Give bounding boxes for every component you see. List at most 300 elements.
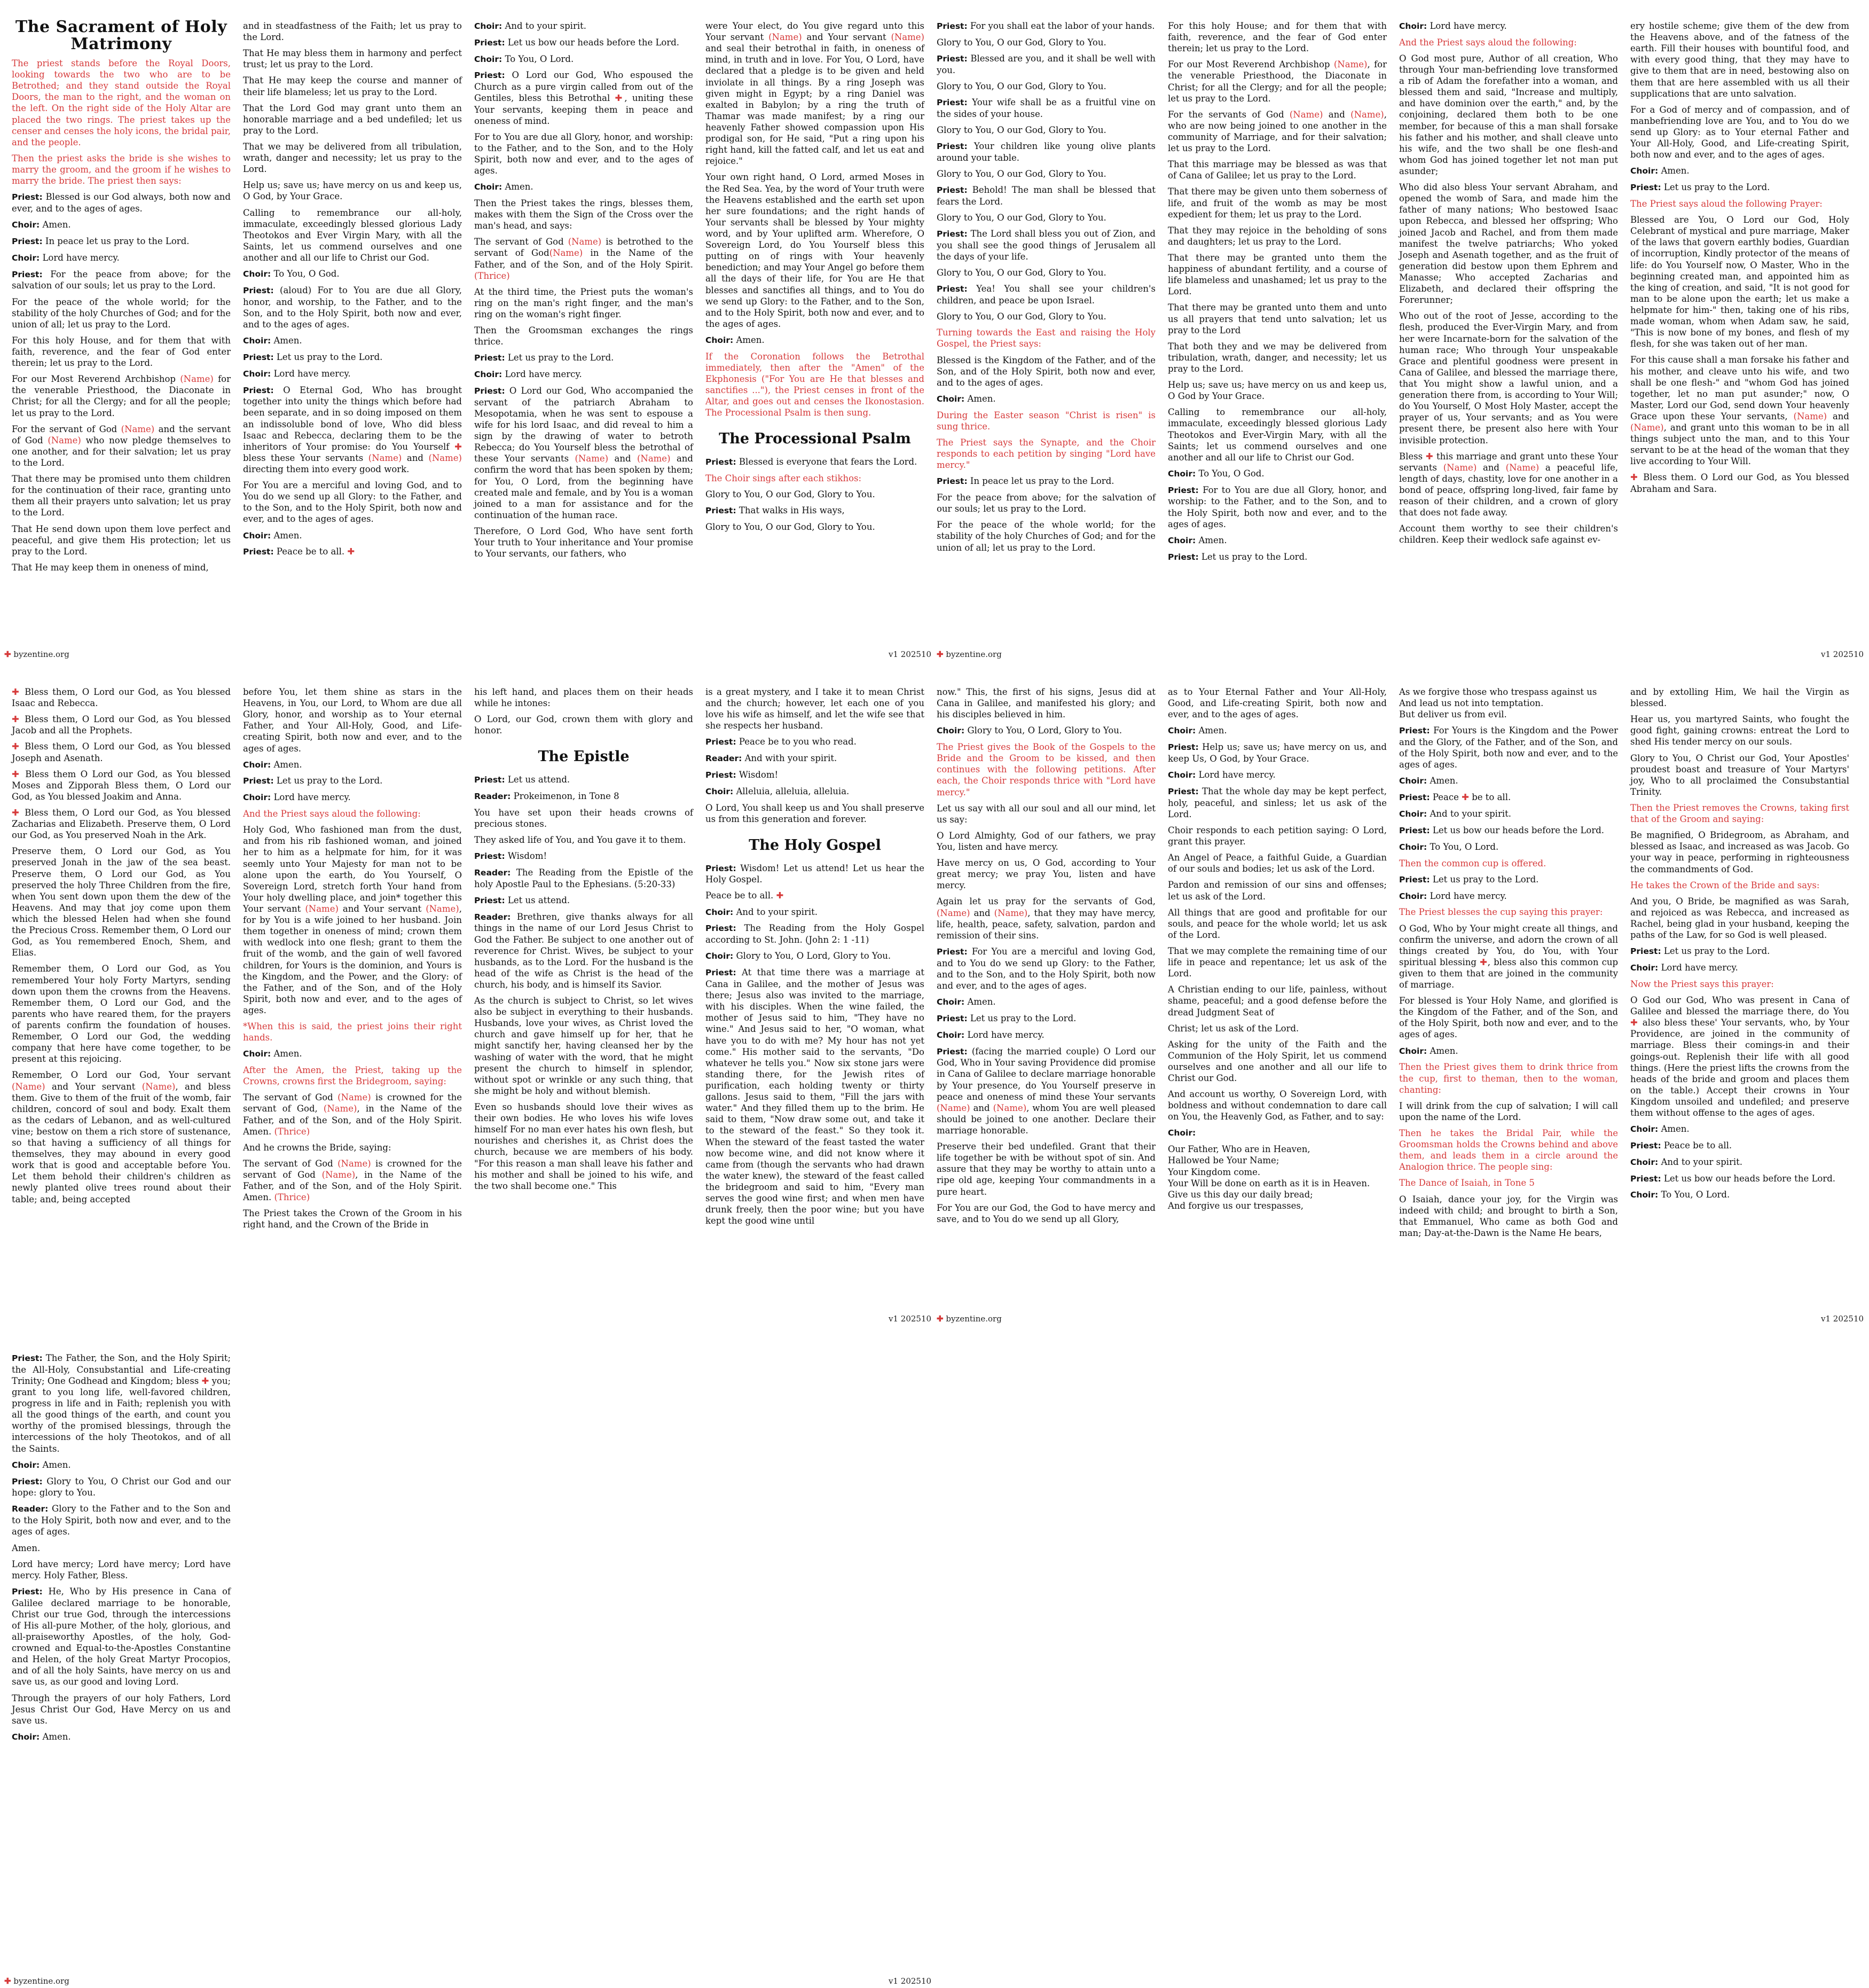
paragraph-text: Your wife shall be as a fruitful vine on the sides of your house. <box>937 97 1156 119</box>
paragraph-text: An Angel of Peace, a faithful Guide, a Guardian of our souls and bodies; let us ask of the Lord. <box>1168 852 1387 874</box>
paragraph <box>937 311 1156 322</box>
paragraph-text: To You, O Lord. <box>505 53 574 64</box>
paragraph-text: Then he takes the Bridal Pair, while the Groomsman holds the Crowns behind and above them, and leads them in a circle around the Analogion thrice. The people sing: <box>1399 1128 1618 1172</box>
paragraph <box>12 1352 231 1454</box>
paragraph <box>1399 182 1618 306</box>
paragraph-text: That the whole day may be kept perfect, holy, peaceful, and sinless; let us ask of the Lord. <box>1168 786 1387 819</box>
paragraph <box>937 124 1156 136</box>
paragraph <box>705 802 924 825</box>
paragraph <box>1630 20 1849 99</box>
paragraph <box>474 37 693 49</box>
paragraph-text: To You, O Lord. <box>1661 1189 1730 1200</box>
paragraph <box>1168 984 1387 1018</box>
paragraph-text: Blessed are You, O Lord our God, Holy Celebrant of mystical and pure marriage, Maker of the laws that govern earthly bodies, Guardian of incorruption, Kindly protector of the means of life: do You Yourself now, O Master, Who in the beginning created man, and appointed him as the king of creation, and said, "It is not good for man to be alone upon the earth; let us make a helpmate for him-" then, taking one of his ribs, made woman, whom when Adam saw, he said, "This is now bone of my bones, and flesh of my flesh, for she was taken out of her man. <box>1630 215 1849 349</box>
paragraph-text: For this holy House; and for them that with faith, reverence, and the fear of God enter therein; let us pray to the Lord. <box>1168 21 1387 54</box>
paragraph <box>1168 225 1387 247</box>
paragraph <box>937 327 1156 349</box>
paragraph <box>243 530 462 542</box>
speaker-label: Reader: <box>474 867 511 878</box>
text-block <box>705 863 924 1227</box>
paragraph <box>474 834 693 846</box>
paragraph-text: Asking for the unity of the Faith and the Communion of the Holy Spirit, let us commend ourselves and one another and all our life to Christ our God. <box>1168 1039 1387 1084</box>
paragraph-text: Amen. <box>273 759 302 770</box>
paragraph <box>1630 1140 1849 1152</box>
paragraph-text: Glory to You, O our God, Glory to You. <box>937 124 1106 135</box>
paragraph-text: Then the common cup is offered. <box>1399 858 1546 868</box>
paragraph-text: That walks in His ways, <box>739 505 845 516</box>
paragraph-text: Glory to You, O our God, Glory to You. <box>937 168 1106 179</box>
paragraph <box>1630 753 1849 797</box>
paragraph-text: The Father, the Son, and the Holy Spirit; the All-Holy, Consubstantial and Life-creating Trinity; One Godhead and Kingdom; bless ✚ you; grant to you long life, well-favored children, progress in life and in Faith; replenish you with all the good things of the earth, and count you worthy of the promised blessings, through the intercessions of the holy Theotokos, and of all the Saints. <box>12 1353 231 1454</box>
paragraph <box>937 228 1156 262</box>
paragraph <box>12 1693 231 1726</box>
footer-site <box>4 1976 69 1986</box>
paragraph-text: Be magnified, O Bridegroom, as Abraham, and blessed as Isaac, and increased as was Jacob. Go your way in peace, performing in righteousness the commandments of God. <box>1630 830 1850 874</box>
paragraph <box>937 212 1156 223</box>
paragraph-text: Your children like young olive plants around your table. <box>937 141 1156 163</box>
paragraph-text: O God, Who by Your might create all things, and confirm the universe, and adorn the crown of all things created by You, do You, with Your spiritual blessing ✚, bless also this common cup given to them that are joined in the community of marriage. <box>1399 923 1619 990</box>
paragraph-text: To You, O God. <box>273 269 340 279</box>
paragraph <box>474 53 693 65</box>
text-block <box>1399 725 1618 1239</box>
paragraph <box>705 786 924 797</box>
paragraph <box>705 890 924 901</box>
paragraph <box>937 267 1156 278</box>
paragraph <box>12 1559 231 1581</box>
paragraph-text: ✚ Bless them, O Lord our God, as You blessed Isaac and Rebecca. <box>12 687 231 709</box>
paragraph-text: Peace be to all. <box>1663 1140 1732 1150</box>
paragraph-text: Amen. <box>273 1048 302 1059</box>
paragraph-text: That both they and we may be delivered from tribulation, wrath, danger, and necessity; let us pray to the Lord. <box>1168 341 1387 374</box>
paragraph-text: Let us attend. <box>507 774 570 785</box>
paragraph-text: Blessed is our God always, both now and ever, and to the ages of ages. <box>12 192 231 214</box>
paragraph <box>1630 354 1849 467</box>
speaker-label: Choir: <box>243 1049 271 1059</box>
speaker-label: Priest: <box>1399 874 1430 885</box>
paragraph-text: After the Amen, the Priest, taking up the Crowns, crowns first the Bridegroom, saying: <box>243 1065 462 1087</box>
paragraph-text: The Reading from the Epistle of the holy Apostle Paul to the Ephesians. (5:20-33) <box>474 867 693 889</box>
paragraph <box>243 1208 462 1230</box>
paragraph <box>1168 741 1387 764</box>
speaker-label: Reader: <box>474 912 511 922</box>
paragraph <box>474 69 693 126</box>
paragraph <box>937 725 1156 737</box>
paragraph-text: Then the Priest takes the rings, blesses them, makes with them the Sign of the Cross over the man's head, and says: <box>474 198 693 231</box>
paragraph-text: For Yours is the Kingdom and the Power and the Glory, of the Father, and of the Son, and of the Holy Spirit, both now and ever, and to the ages of ages. <box>1399 725 1618 770</box>
speaker-label: Priest: <box>937 97 968 107</box>
paragraph-text: That there may be given unto them soberness of life, and fruit of the womb as may be most expedient for them; let us pray to the Lord. <box>1168 186 1387 220</box>
speaker-label: Priest: <box>474 71 505 81</box>
paragraph <box>1399 1061 1618 1095</box>
paragraph-text: Blessed are you, and it shall be well with you. <box>937 53 1156 75</box>
speaker-label: Priest: <box>12 1586 43 1596</box>
paragraph-text: For blessed is Your Holy Name, and glorified is the Kingdom of the Father, and of the Son, and of the Holy Spirit, both now and ever, and to the ages of ages. <box>1399 996 1618 1040</box>
paragraph-text: Brethren, give thanks always for all things in the name of our Lord Jesus Christ to God the Father. Be subject to one another out of reverence for Christ. Wives, be subject to your husbands, as to the Lord. For the husband is the head of the wife as Christ is the head of the church, his body, and is himself its Savior. <box>474 911 693 990</box>
paragraph-text: To You, O God. <box>1198 468 1265 479</box>
paragraph <box>12 269 231 292</box>
paragraph-text: Amen. <box>967 997 996 1007</box>
speaker-label: Priest: <box>474 37 505 48</box>
page1-col8 <box>1630 20 1849 499</box>
paragraph-text: ✚ Bless them, O Lord our God, as You blessed Joseph and Asenath. <box>12 741 231 763</box>
speaker-label: Choir: <box>12 1732 40 1742</box>
paragraph <box>937 1202 1156 1225</box>
paragraph-text: Alleluia, alleluia, alleluia. <box>736 786 850 796</box>
paragraph-text: That He may bless them in harmony and perfect trust; let us pray to the Lord. <box>243 48 462 70</box>
prayer-line: Hallowed be Your Name; <box>1168 1155 1279 1166</box>
text-block <box>705 20 924 418</box>
paragraph-text: Glory to You, O our God, Glory to You. <box>937 81 1106 91</box>
paragraph-text: ery hostile scheme; give them of the dew from the Heavens above, and of the fatness of the earth. Fill their houses with bountiful food, and with every good thing, that they may have to give to them that are in need, bestowing also on them that are here assembled with us all their supplications that are unto salvation. <box>1630 21 1849 99</box>
speaker-label: Choir: <box>474 54 502 64</box>
paragraph <box>474 352 693 364</box>
speaker-label: Priest: <box>474 851 505 861</box>
paragraph-text: Remember, O Lord our God, Your servant (Name) and Your servant (Name), and bless them. Give to them of the fruit of the womb, fair children, concord of soul and body. Exalt them as the cedars of Lebanon, and as well-cultured vine; bestow on them a rich store of sustenance, so that having a sufficiency of all things for themselves, they may abound in every good work that is good and acceptable before You. Let them behold their children's children as newly planted olive trees round about their table; and, being accepted <box>12 1070 231 1204</box>
footer-version: v1 202510 <box>1821 649 1864 659</box>
paragraph-text: ✚ Bless them, O Lord our God, as You blessed Jacob and all the Prophets. <box>12 714 231 736</box>
paragraph-text: as to Your Eternal Father and Your All-Holy, Good, and Life-creating Spirit, both now and ever, and to the ages of ages. <box>1168 687 1387 720</box>
paragraph <box>474 774 693 786</box>
paragraph <box>474 286 693 320</box>
paragraph-text: And to your spirit. <box>736 906 818 917</box>
paragraph <box>1399 310 1618 445</box>
text-block <box>474 686 693 736</box>
paragraph <box>474 790 693 802</box>
paragraph <box>243 285 462 330</box>
speaker-label: Priest: <box>243 285 274 295</box>
paragraph-text: Amen. <box>42 1459 71 1470</box>
paragraph-text: That the Lord God may grant unto them an honorable marriage and a bed undefiled; let us pray to the Lord. <box>243 103 462 136</box>
paragraph-text: O Lord, our God, crown them with glory and honor. <box>474 714 693 736</box>
paragraph-text: Let us bow our heads before the Lord. <box>1432 825 1605 835</box>
footer-version: v1 202510 <box>889 1976 932 1986</box>
paragraph-text: At the third time, the Priest puts the woman's ring on the man's right finger, and the man's ring on the woman's right finger. <box>474 286 693 319</box>
page1-col3 <box>474 20 693 564</box>
paragraph-text: Lord have mercy. <box>42 252 120 263</box>
paragraph-text: Wisdom! Let us attend! Let us hear the Holy Gospel. <box>705 863 924 885</box>
paragraph-text: (facing the married couple) O Lord our God, Who in Your saving Providence did promise in Cana of Galilee to declare marriage honorable by Your presence, do You Yourself preserve in peace and oneness of mind these Your servants (Name) and (Name), whom You are well pleased should be joined to one another. Declare their marriage honorable. <box>937 1046 1156 1136</box>
page2-col4 <box>705 686 924 1231</box>
paragraph <box>937 140 1156 163</box>
paragraph-text: All things that are good and profitable for our souls, and peace for the whole world; let us ask of the Lord. <box>1168 907 1387 940</box>
paragraph-text: O God most pure, Author of all creation, Who through Your man-befriending love transformed a rib of Adam the forefather into a woman, and blessed them and said, "Increase and multiply, and have dominion over the earth," and, by the conjoining, declared them both to be one member, for because of this a man shall forsake his father and his mother, and shall cleave unto his wife, and the two shall be one flesh-and whom God has joined together let not man put asunder; <box>1399 53 1618 177</box>
paragraph <box>1168 1039 1387 1084</box>
paragraph <box>1630 1123 1849 1135</box>
section-heading: The Holy Gospel <box>749 836 881 854</box>
paragraph <box>937 896 1156 941</box>
paragraph-text: And to your spirit. <box>1661 1156 1742 1167</box>
paragraph-text: Therefore, O Lord God, Who have sent forth Your truth to Your inheritance and Your promise to Your servants, our fathers, who <box>474 526 693 559</box>
paragraph-text: They asked life of You, and You gave it to them. <box>474 834 686 845</box>
footer-site <box>937 1314 1002 1324</box>
speaker-label: Priest: <box>937 229 968 239</box>
paragraph-text: The Lord shall bless you out of Zion, and you shall see the good things of Jerusalem all the days of your life. <box>937 229 1156 262</box>
paragraph <box>1168 406 1387 463</box>
page1-col5 <box>937 20 1156 558</box>
paragraph <box>243 385 462 475</box>
paragraph-text: Let us pray to the Lord. <box>970 1013 1077 1023</box>
speaker-label: Priest: <box>937 476 968 487</box>
paragraph-text: That we may complete the remaining time of our life in peace and repentance; let us ask of the Lord. <box>1168 945 1387 979</box>
paragraph-text: That He send down upon them love perfect and peaceful, and give them His protection; let us pray to the Lord. <box>12 523 231 557</box>
speaker-label: Choir: <box>937 1030 965 1040</box>
paragraph-text: For this cause shall a man forsake his father and his mother, and cleave unto his wife, and two shall be one flesh-" and "whom God has joined together, let no man put asunder;" now, O Master, Lord our God, send down Your heavenly Grace upon these Your servants, (Name) and (Name), and grant unto this woman to be in all things subject unto the man, and to this Your servant to be at the head of the woman that they live according to Your Will. <box>1630 355 1849 467</box>
paragraph-text: For to You are due all Glory, honor, and worship: to the Father, and to the Son, and to the Holy Spirit, both now and ever, and to the ages of ages. <box>1168 484 1387 529</box>
paragraph-text: Glory to You, O our God, Glory to You. <box>937 311 1106 322</box>
paragraph <box>937 283 1156 306</box>
speaker-label: Choir: <box>1399 1046 1427 1056</box>
paragraph <box>705 686 924 731</box>
footer-site-label: byzentine.org <box>13 649 69 659</box>
paragraph-text: Glory to You, O Christ our God and our hope: glory to You. <box>12 1476 231 1498</box>
speaker-label: Priest: <box>243 547 274 557</box>
paragraph-text: A Christian ending to our life, painless, without shame, peaceful; and a good defense before the dread Judgment Seat of <box>1168 984 1387 1018</box>
paragraph <box>1399 53 1618 177</box>
speaker-label: Priest: <box>937 53 968 64</box>
paragraph <box>243 207 462 264</box>
paragraph-text: That there may be promised unto them children for the continuation of their race, granting unto them all their prayers unto salvation; let us pray to the Lord. <box>12 474 231 518</box>
paragraph <box>12 1476 231 1499</box>
paragraph <box>1630 182 1849 193</box>
footer-site <box>4 649 69 659</box>
paragraph <box>243 351 462 363</box>
paragraph <box>12 296 231 330</box>
prayer-line: Your Kingdom come. <box>1168 1167 1261 1177</box>
paragraph <box>1399 808 1618 820</box>
speaker-label: Priest: <box>1630 1140 1661 1150</box>
paragraph <box>705 171 924 330</box>
speaker-label: Choir: <box>243 369 271 379</box>
speaker-label: Priest: <box>243 352 274 362</box>
speaker-label: Choir: <box>1630 1124 1659 1134</box>
section-heading: The Processional Psalm <box>719 431 911 448</box>
paragraph-text: Lord have mercy. <box>273 792 351 803</box>
paragraph <box>937 857 1156 891</box>
footer-site <box>937 649 1002 659</box>
speaker-label: Choir: <box>12 253 40 263</box>
paragraph <box>474 369 693 380</box>
paragraph-text: Amen. <box>1430 1045 1458 1056</box>
paragraph <box>474 995 693 1097</box>
paragraph <box>937 184 1156 207</box>
cross-icon: ✚ <box>4 649 11 659</box>
paragraph <box>1168 535 1387 546</box>
paragraph-text: That we may be delivered from all tribulation, wrath, danger and necessity; let us pray to the Lord. <box>243 141 462 175</box>
paragraph <box>1399 858 1618 869</box>
paragraph <box>474 131 693 176</box>
paragraph-text: Holy God, Who fashioned man from the dust, and from his rib fashioned woman, and joined her to him as a helpmate for him, for it was seemly unto Your Majesty for man not to be alone upon the earth, do You Yourself, O Sovereign Lord, stretch forth Your hand from Your holy dwelling place, and join* together this Your servant (Name) and Your servant (Name), for by You is a wife joined to her husband. Join them together in oneness of mind; crown them with wedlock into one flesh; grant to them the fruit of the womb, and the gain of well favored children, for Yours is the dominion, and Yours is the Kingdom, and the Power, and the Glory: of the Father, and of the Son, and of the Holy Spirit, both now and ever, and to the ages of ages. <box>243 825 462 1015</box>
paragraph-text: Lord have mercy. <box>967 1029 1045 1040</box>
paragraph-text: Blessed is everyone that fears the Lord. <box>739 456 917 467</box>
paragraph-text: Behold! The man shall be blessed that fears the Lord. <box>937 185 1156 207</box>
paragraph <box>243 546 462 558</box>
paragraph <box>937 168 1156 179</box>
paragraph <box>243 775 462 787</box>
paragraph-text: That they may rejoice in the beholding of sons and daughters; let us pray to the Lord. <box>1168 225 1387 247</box>
page2-col7 <box>1399 686 1618 1243</box>
paragraph <box>12 846 231 958</box>
paragraph <box>474 20 693 32</box>
paragraph-text: Let us pray to the Lord. <box>1432 874 1539 885</box>
paragraph <box>12 562 231 573</box>
paragraph <box>1168 1023 1387 1034</box>
paragraph-text: You have set upon their heads crowns of precious stones. <box>474 807 693 829</box>
page1-col6 <box>1168 20 1387 567</box>
paragraph-text: Let us pray to the Lord. <box>1663 946 1770 957</box>
paragraph <box>12 686 231 709</box>
paragraph-text: Amen. <box>736 334 765 345</box>
paragraph-text: And the Priest says aloud the following: <box>243 809 421 819</box>
paragraph <box>243 335 462 347</box>
paragraph <box>12 373 231 418</box>
paragraph-text: Lord have mercy; Lord have mercy; Lord have mercy. Holy Father, Bless. <box>12 1559 231 1580</box>
speaker-label: Choir: <box>1399 891 1427 901</box>
paragraph-text: For you shall eat the labor of your hands. <box>970 21 1155 31</box>
paragraph <box>1399 825 1618 836</box>
cross-icon: ✚ <box>937 649 944 659</box>
paragraph <box>1168 686 1387 720</box>
paragraph-text: Amen. <box>42 1731 71 1742</box>
paragraph <box>937 1013 1156 1024</box>
paragraph-text: Let us pray to the Lord. <box>1663 182 1770 193</box>
speaker-label: Priest: <box>937 185 968 195</box>
paragraph <box>243 368 462 380</box>
paragraph <box>1168 907 1387 941</box>
paragraph <box>1168 341 1387 374</box>
speaker-label: Priest: <box>1168 786 1199 796</box>
paragraph-text: And to your spirit. <box>505 21 586 31</box>
paragraph <box>12 807 231 841</box>
speaker-label: Choir: <box>474 182 502 192</box>
paragraph-text: Glory to You, O our God, Glory to You. <box>705 489 875 499</box>
paragraph <box>1399 1128 1618 1172</box>
paragraph <box>243 759 462 771</box>
paragraph-text: O Lord our God, Who accompanied the servant of the patriarch Abraham to Mesopotamia, when he was sent to espouse a wife for his lord Isaac, and did reveal to him a sign by the drawing of water to betroth Rebecca; do You Yourself bless the betrothal of these Your servants (Name) and (Name) and confirm the word that has been spoken by them; for You, O Lord, from the beginning have created male and female, and by You is a woman joined to a man for assistance and for the continuation of the human race. <box>474 385 694 520</box>
paragraph <box>705 753 924 764</box>
paragraph-text: before You, let them shine as stars in the Heavens, in You, our Lord, to Whom are due all Glory, honor, and worship as to Your eternal Father, and Your All-Holy, Good, and Life-creating Spirit, both now and ever, and to the ages of ages. <box>243 687 462 754</box>
paragraph <box>1399 874 1618 886</box>
paragraph-text: Glory to You, O our God, Glory to You. <box>937 268 1106 278</box>
paragraph-text: The Priest says aloud the following Prayer: <box>1630 198 1823 209</box>
paragraph-text: Turning towards the East and raising the Holy Gospel, the Priest says: <box>937 327 1156 349</box>
paragraph-text: In peace let us pray to the Lord. <box>45 236 190 246</box>
speaker-label: Priest: <box>937 142 968 152</box>
speaker-label: Priest: <box>1399 793 1430 803</box>
speaker-label: Choir: <box>1630 1157 1659 1167</box>
speaker-label: Choir: <box>937 394 965 404</box>
paragraph <box>12 741 231 763</box>
speaker-label: Choir: <box>12 1460 40 1470</box>
paragraph <box>1630 165 1849 177</box>
prayer-line: As we forgive those who trespass against us <box>1399 687 1597 697</box>
paragraph <box>1399 37 1618 48</box>
paragraph-text: O Lord Almighty, God of our fathers, we pray You, listen and have mercy. <box>937 830 1156 852</box>
paragraph-text: Hear us, you martyred Saints, who fought the good fight, gaining crowns: entreat the Lord to shed His tender mercy on our souls. <box>1630 714 1849 747</box>
paragraph-text: Even so husbands should love their wives as their own bodies. He who loves his wife loves himself For no man ever hates his own flesh, but nourishes and cherishes it, as Christ does the church, because we are members of his body. "For this reason a man shall leave his father and his mother and shall be joined to his wife, and the two shall become one." This <box>474 1102 693 1191</box>
paragraph-text: If the Coronation follows the Betrothal immediately, then after the "Amen" of the Ekphonesis ("For You are He that blesses and sanctifies ..."), the Priest censes in front of the Altar, and goes out and censes the Ikonostasion. The Processional Psalm is then sung. <box>705 351 924 418</box>
paragraph <box>12 523 231 557</box>
paragraph <box>243 1021 462 1043</box>
speaker-label: Priest: <box>1399 825 1430 835</box>
page-title: The Sacrament of Holy Matrimony <box>15 18 227 53</box>
paragraph <box>1630 104 1849 161</box>
paragraph <box>937 741 1156 798</box>
speaker-label: Choir: <box>243 793 271 803</box>
paragraph <box>1168 786 1387 820</box>
paragraph <box>1399 1194 1618 1239</box>
paragraph <box>1168 945 1387 979</box>
paragraph <box>12 714 231 736</box>
paragraph <box>12 252 231 264</box>
paragraph-text: Calling to remembrance our all-holy, immaculate, exceedingly blessed glorious Lady Theotokos and Ever-Virgin Mary, with all the Saints; let us commend ourselves and one another and all our life to Christ our God. <box>1168 407 1387 463</box>
paragraph <box>12 1459 231 1471</box>
paragraph-text: Now the Priest says this prayer: <box>1630 979 1774 989</box>
paragraph <box>937 475 1156 487</box>
paragraph-text: Blessed is the Kingdom of the Father, and of the Son, and of the Holy Spirit, both now and ever, and to the ages of ages. <box>937 355 1156 388</box>
speaker-label: Choir: <box>243 760 271 770</box>
paragraph <box>12 1586 231 1688</box>
speaker-label: Priest: <box>474 895 505 905</box>
prayer-line: And lead us not into temptation. <box>1399 698 1544 709</box>
paragraph-text: For this holy House, and for them that with faith, reverence, and the fear of God enter therein; let us pray to the Lord. <box>12 335 231 369</box>
prayer-line: But deliver us from evil. <box>1399 709 1507 720</box>
paragraph-text: ✚ Bless them O Lord our God, as You blessed Moses and Zipporah Bless them, O Lord our God, as You blessed Joakim and Anna. <box>12 769 231 802</box>
paragraph-text: For to You are due all Glory, honor, and worship: to the Father, and to the Son, and to the Holy Spirit, both now and ever, and to the ages of ages. <box>474 131 693 176</box>
paragraph <box>1168 484 1387 530</box>
paragraph <box>1168 159 1387 181</box>
paragraph <box>1630 995 1849 1118</box>
paragraph <box>12 769 231 802</box>
paragraph-text: Lord have mercy. <box>273 368 351 379</box>
paragraph <box>1630 686 1849 709</box>
paragraph <box>937 355 1156 388</box>
paragraph-text: For our Most Reverend Archbishop (Name) for the venerable Priesthood, the Diaconate in Christ; for all the Clergy; and for all the people; let us pray to the Lord. <box>12 374 231 418</box>
paragraph-text: And account us worthy, O Sovereign Lord, with boldness and without condemnation to dare call on You, the Heavenly God, as Father, and to say: <box>1168 1089 1387 1122</box>
paragraph <box>1168 1089 1387 1122</box>
paragraph-text: ✚ Bless them, O Lord our God, as You blessed Zacharias and Elizabeth. Preserve them, O Lord our God, as You preserved Noah in the Ark. <box>12 807 231 841</box>
paragraph <box>1168 20 1387 54</box>
speaker-label: Choir: <box>1168 468 1196 479</box>
paragraph <box>705 20 924 167</box>
paragraph <box>474 867 693 890</box>
paragraph <box>1399 890 1618 902</box>
paragraph <box>937 803 1156 825</box>
paragraph <box>1630 945 1849 957</box>
paragraph <box>937 830 1156 852</box>
paragraph-text: Account them worthy to see their children's children. Keep their wedlock safe against ev- <box>1399 523 1618 545</box>
paragraph <box>474 181 693 193</box>
paragraph <box>243 686 462 754</box>
paragraph <box>937 492 1156 514</box>
paragraph <box>937 1046 1156 1137</box>
paragraph <box>474 714 693 736</box>
paragraph-text: Pardon and remission of our sins and offenses; let us ask of the Lord. <box>1168 880 1387 902</box>
speaker-label: Priest: <box>937 284 968 294</box>
paragraph-text: Amen. <box>273 530 302 541</box>
paragraph-text: The Priest takes the Crown of the Groom in his right hand, and the Crown of the Bride in <box>243 1208 462 1230</box>
text-block <box>12 191 231 573</box>
paragraph <box>937 1029 1156 1041</box>
paragraph-text: The Priest says the Synapte, and the Choir responds to each petition by singing "Lord have mercy." <box>937 437 1156 471</box>
paragraph <box>12 1503 231 1537</box>
paragraph <box>12 424 231 468</box>
paragraph <box>1630 880 1849 891</box>
paragraph <box>1399 775 1618 787</box>
paragraph-text: *When this is said, the priest joins their right hands. <box>243 1021 462 1043</box>
paragraph-text: At that time there was a marriage at Cana in Galilee, and the mother of Jesus was there; Jesus also was invited to the marriage, with his disciples. When the wine failed, the mother of Jesus said to him, "They have no wine." And Jesus said to her, "O woman, what have you to do with me? My hour has not yet come." His mother said to the servants, "Do whatever he tells you." Now six stone jars were standing there, for the Jewish rites of purification, each holding twenty or thirty gallons. Jesus said to them, "Fill the jars with water." And they filled them up to the brim. He said to them, "Now draw some out, and take it to the steward of the feast." So they took it. When the steward of the feast tasted the water now become wine, and did not know where it came from (though the servants who had drawn the water knew), the steward of the feast called the bridegroom and said to him, "Every man serves the good wine first; and when men have drunk freely, then the poor wine; but you have kept the good wine until <box>705 967 925 1226</box>
paragraph-text: Amen. <box>505 182 533 192</box>
paragraph-text: O Isaiah, dance your joy, for the Virgin was indeed with child; and brought to birth a Son, that Emmanuel, Who came as both God and man; Day-at-the-Dawn is the Name He bears, <box>1399 1194 1618 1238</box>
